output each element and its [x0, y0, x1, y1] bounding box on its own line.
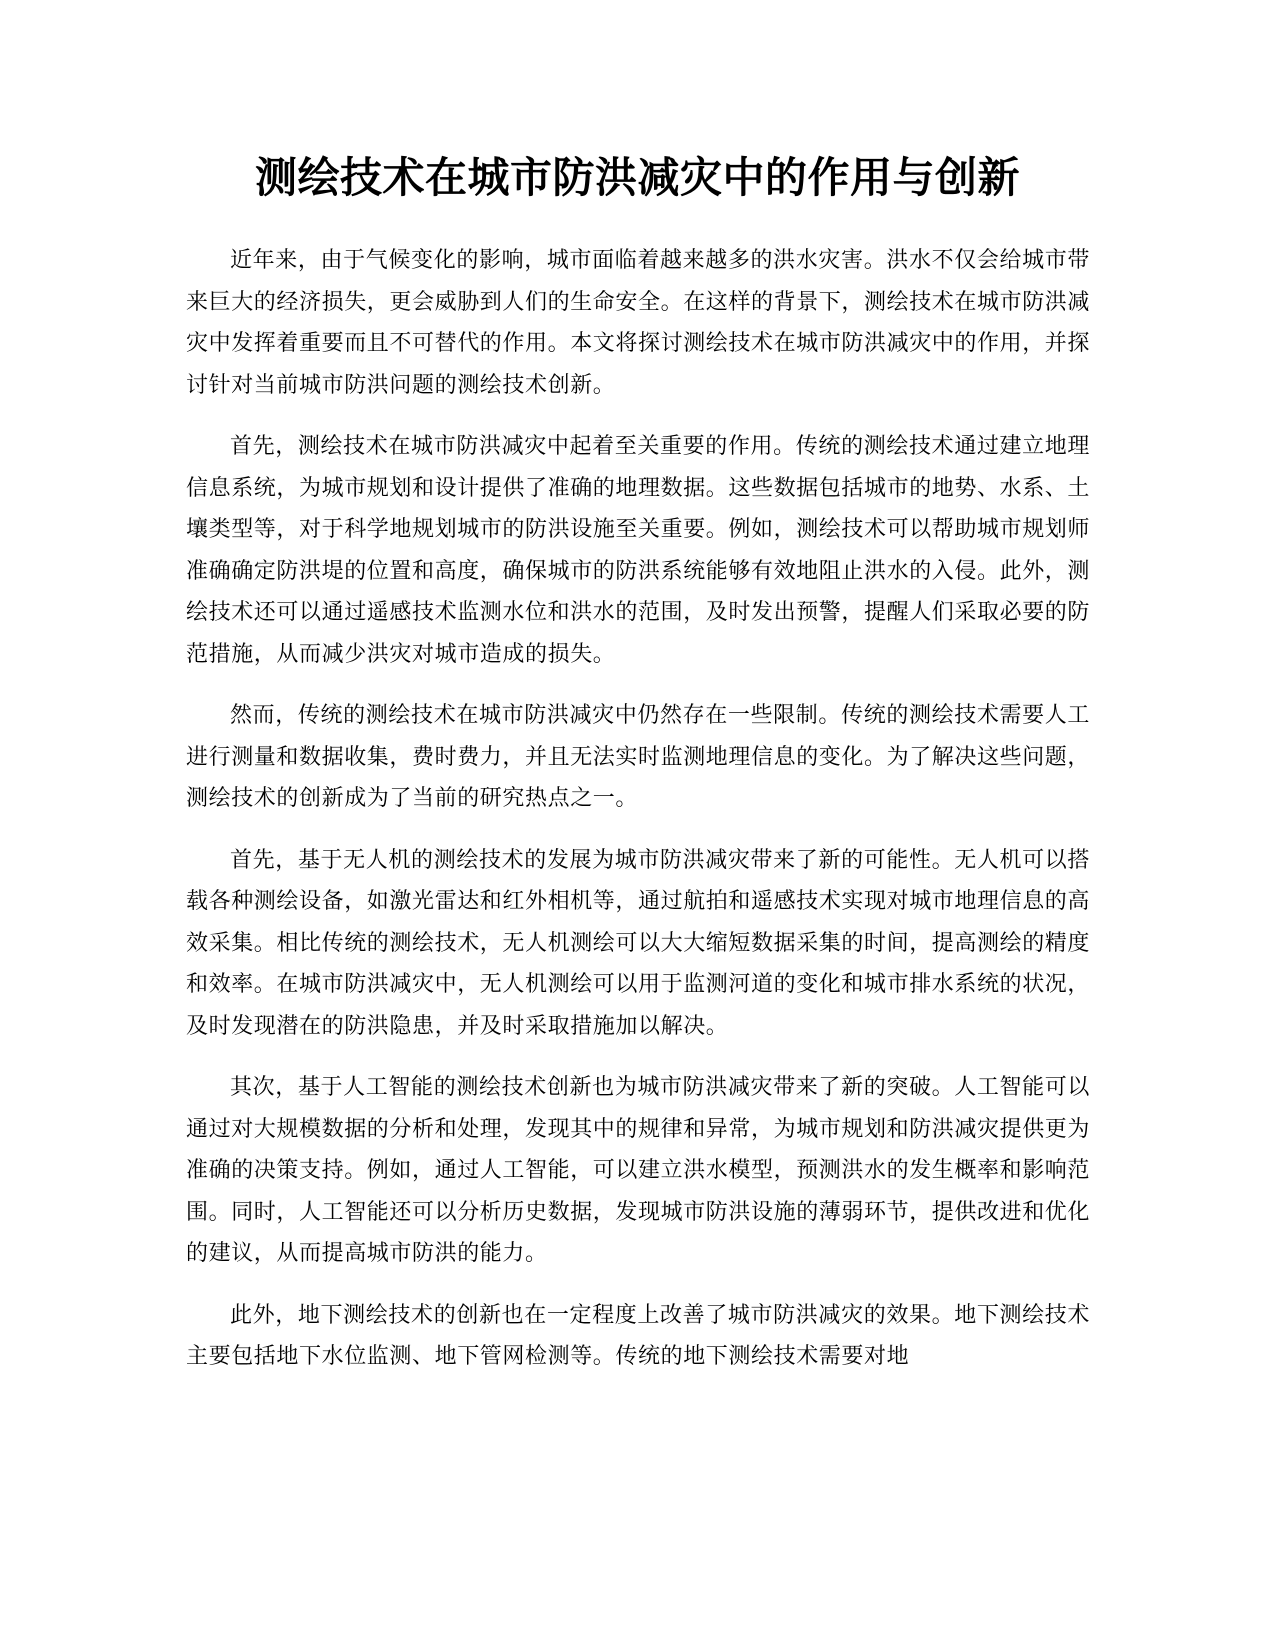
paragraph-ai: 其次，基于人工智能的测绘技术创新也为城市防洪减灾带来了新的突破。人工智能可以通过对大规模数据的分析和处理，发现其中的规律和异常，为城市规划和防洪减灾提供更为准确的决策支持。例如，通过人工智能，可以建立洪水模型，预测洪水的发生概率和影响范围。同时，人工智能还可以分析历史数据，发现城市防洪设施的薄弱环节，提供改进和优化的建议，从而提高城市防洪的能力。: [186, 1075, 1091, 1266]
document-body: [186, 240, 1090, 1398]
paragraph-drone: 首先，基于无人机的测绘技术的发展为城市防洪减灾带来了新的可能性。无人机可以搭载各种测绘设备，如激光雷达和红外相机等，通过航拍和遥感技术实现对城市地理信息的高效采集。相比传统的测绘技术，无人机测绘可以大大缩短数据采集的时间，提高测绘的精度和效率。在城市防洪减灾中，无人机测绘可以用于监测河道的变化和城市排水系统的状况，及时发现潜在的防洪隐患，并及时采取措施加以解决。: [186, 847, 1091, 1039]
document-title: 测绘技术在城市防洪减灾中的作用与创新: [254, 153, 1020, 202]
paragraph-role: 首先，测绘技术在城市防洪减灾中起着至关重要的作用。传统的测绘技术通过建立地理信息系统，为城市规划和设计提供了准确的地理数据。这些数据包括城市的地势、水系、土壤类型等，对于科学地规划城市的防洪设施至关重要。例如，测绘技术可以帮助城市规划师准确确定防洪堤的位置和高度，确保城市的防洪系统能够有效地阻止洪水的入侵。此外，测绘技术还可以通过遥感技术监测水位和洪水的范围，及时发出预警，提醒人们采取必要的防范措施，从而减少洪灾对城市造成的损失。: [186, 434, 1091, 667]
paragraph-underground: 此外，地下测绘技术的创新也在一定程度上改善了城市防洪减灾的效果。地下测绘技术主要包括地下水位监测、地下管网检测等。传统的地下测绘技术需要对地: [186, 1302, 1090, 1369]
paragraph-intro: 近年来，由于气候变化的影响，城市面临着越来越多的洪水灾害。洪水不仅会给城市带来巨大的经济损失，更会威胁到人们的生命安全。在这样的背景下，测绘技术在城市防洪减灾中发挥着重要而且不可替代的作用。本文将探讨测绘技术在城市防洪减灾中的作用，并探讨针对当前城市防洪问题的测绘技术创新。: [186, 248, 1091, 398]
paragraph-limitations: 然而，传统的测绘技术在城市防洪减灾中仍然存在一些限制。传统的测绘技术需要人工进行测量和数据收集，费时费力，并且无法实时监测地理信息的变化。为了解决这些问题，测绘技术的创新成为了当前的研究热点之一。: [186, 703, 1091, 811]
